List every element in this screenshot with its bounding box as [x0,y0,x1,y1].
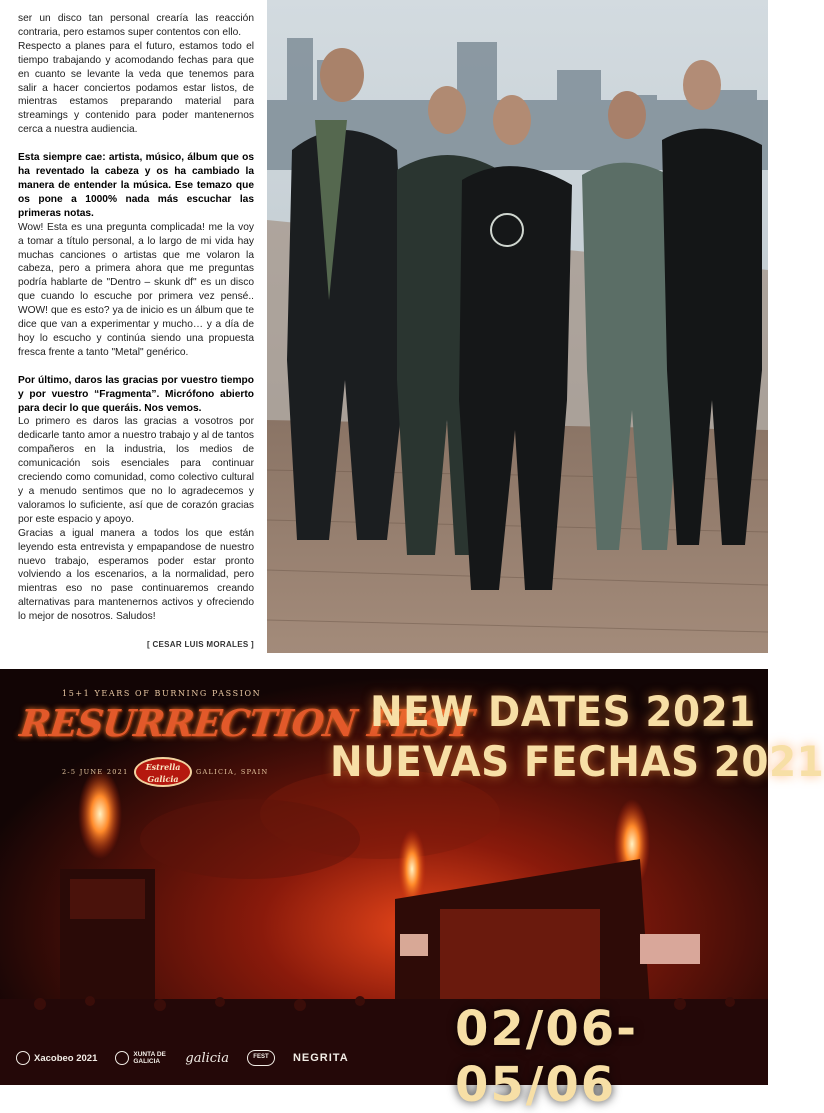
headline-english: NEW DATES 2021 [370,688,756,737]
sponsor-galicia: galicia [185,1050,229,1066]
band-photo-illustration [267,0,768,653]
article-paragraph: Lo primero es daros las gracias a vosotros por dedicarle tanto amor a nuestro trabajo y al de tantos compañeros en la industria, los medios de comunicación sois esenciales para continuar creciendo como comunidad, como colectivo cultural y a menudo sentimos que no lo agradecemos y valoramos lo suficiente, así que de corazón gracias por este espacio y apoyo. [18,416,254,525]
band-photo [267,0,768,653]
festival-tagline: 15+1 YEARS OF BURNING PASSION [62,689,262,698]
article-paragraph: Wow! Esta es una pregunta complicada! me la voy a tomar a título personal, a lo largo de mi vida hay muchas canciones o artistas que me volaron la cabeza, pero a primera ahora que me preguntas podría hablarte de "Dentro – skunk df" es un disco que cuando lo escuche por primera vez pensé.. WOW! que es esto? ya de inicio es un álbum que te dice que van a experimentar y mucho… y a día de hoy lo escucho y continúa siendo una propuesta fresca frente a tanto "Metal" genérico. [18,221,254,358]
resurrection-fest-ad [0,669,824,1113]
article-paragraph: ser un disco tan personal crearía las reacción contraria, pero estamos super contentos con ello. [18,13,254,38]
interview-question: Por último, daros las gracias por vuestro tiempo y por vuestro “Fragmenta”. Micrófono abierto para decir lo que queráis. Nos vemos. [18,374,254,414]
festival-date-range: 02/06-05/06 [455,1001,639,1113]
sponsor-fest [247,1050,275,1066]
festival-original-dates: 2-5 JUNE 2021 [62,768,129,776]
estrella-galicia-badge: Estrella Galicia [134,757,192,787]
sponsor-negrita: NEGRITA [292,1052,349,1064]
xunta-icon [115,1051,129,1065]
author-byline: [ CESAR LUIS MORALES ] [146,640,254,650]
festival-location: GALICIA, SPAIN [196,768,269,776]
headline-spanish: NUEVAS FECHAS 2021 [330,738,824,787]
article-paragraph: Gracias a igual manera a todos los que están leyendo esta entrevista y empapandose de nuestro nuevo trabajo, esperamos poder estar pronto volviendo a los escenarios, a la normalidad, pero mientras eso no pase continuaremos creando alternativas para mantenernos activos y ofreciendo lo mejor de nosotros. Saludos! [18,527,254,623]
interview-question: Esta siempre cae: artista, músico, álbum que os ha reventado la cabeza y os ha cambiado la manera de entender la música. Ese temazo que os pone a 1000% nada más escuchar las primeras notas. [18,152,254,219]
sponsor-xunta: XUNTA DE GALICIA [115,1051,167,1065]
article-column [18,12,254,652]
sponsor-xacobeo: Xacobeo 2021 [16,1051,97,1065]
festival-logo: RESURRECTION FEST [17,701,475,745]
article-paragraph: Respecto a planes para el futuro, estamos todo el tiempo trabajando y acomodando fechas para que en cuanto se levante la veda que tenemos para salir a hacer conciertos podamos estar listos, de mientras estamos preparando material para streamings y contenido para poder mantenernos cerca a nuestra audiencia. [18,40,254,136]
ad-headline [330,688,824,787]
sponsor-strip [16,1047,349,1069]
xacobeo-icon [16,1051,30,1065]
fest-logo: FEST [247,1050,275,1066]
